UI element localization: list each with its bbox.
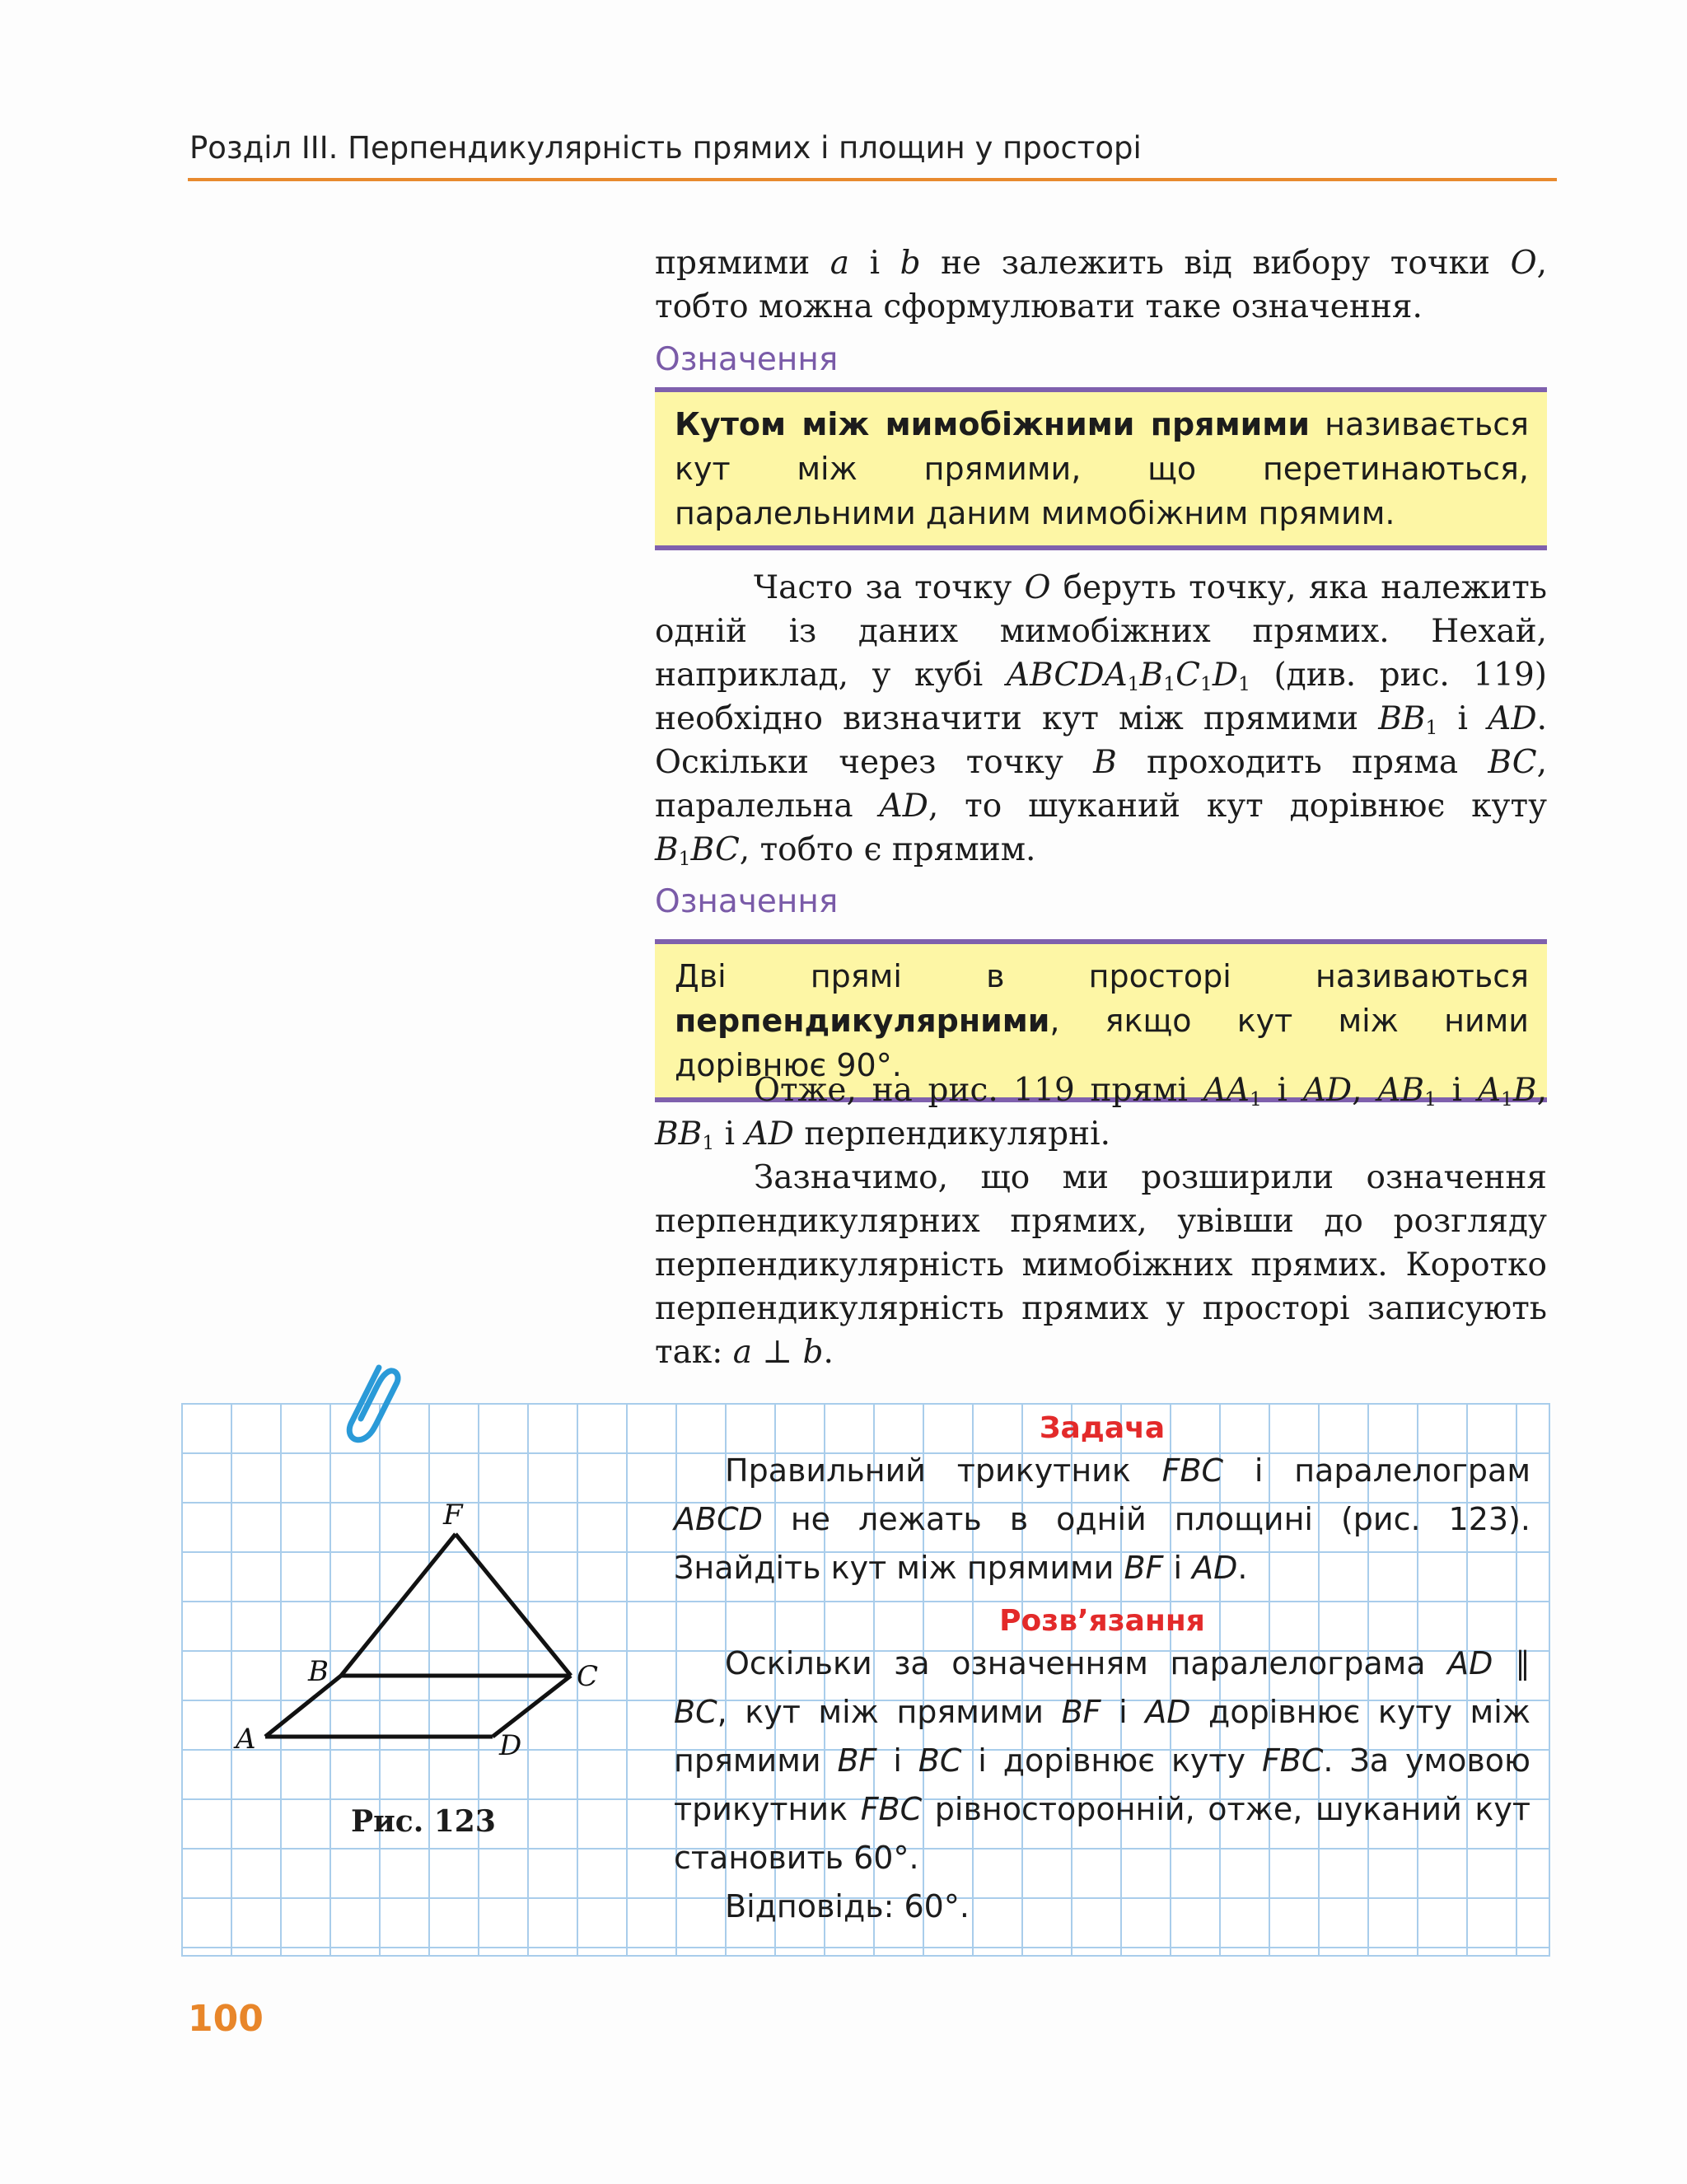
paragraph-perpendicular-lines: Отже, на рис. 119 прямі $AA_1$ і AD, $AB_1$ і $A_1B$, $BB_1$ і AD перпендикулярні.	[655, 1072, 1547, 1154]
label-d: D	[499, 1729, 522, 1762]
paragraph-extension: Зазначимо, що ми розширили означення перпендикулярних прямих, увівши до розгляду перпендикулярність мимобіжних прямих. Коротко перпендикулярність прямих у просторі записують так: a ⊥ b.	[655, 1159, 1547, 1371]
segment-ab	[265, 1676, 341, 1737]
label-f: F	[443, 1499, 463, 1532]
segment-dc	[493, 1676, 571, 1737]
page-number: 100	[188, 1998, 264, 2040]
intro-paragraph: прямими a і b не залежить від вибору точки O, тобто можна сформулювати таке означення.	[655, 245, 1547, 325]
segment-fc	[456, 1534, 571, 1676]
segment-bf	[341, 1534, 456, 1676]
task-block	[674, 1411, 1530, 1931]
label-b: B	[308, 1655, 329, 1688]
definition-box-2: Дві прямі в просторі називаються перпендикулярними, якщо кут між ними дорівнює 90°.	[655, 939, 1547, 1102]
figure-123	[231, 1491, 626, 1771]
figure-caption: Рис. 123	[351, 1804, 496, 1839]
header-divider	[188, 178, 1557, 181]
definition-title-1: Означення	[655, 341, 839, 378]
definition-box-1: Кутом між мимобіжними прямими називається кут між прямими, що перетинаються, паралельними даним мимобіжним прямим.	[655, 387, 1547, 550]
perpendicular-formula: a ⊥ b	[732, 1334, 824, 1371]
definition-title-2: Означення	[655, 883, 839, 920]
solution-title: Розв’язання	[999, 1604, 1205, 1638]
paperclip-icon	[328, 1351, 418, 1450]
task-title: Задача	[1039, 1411, 1166, 1445]
answer-line: Відповідь: 60°.	[725, 1888, 970, 1924]
triangle-fbc	[231, 1491, 341, 1534]
paragraph-cube-example: Часто за точку O беруть точку, яка належить одній із даних мимобіжних прямих. Нехай, наприклад, у кубі $ABCDA_1B_1C_1D_1$ (див. рис. 119) необхідно визначити кут між прямими $BB_1$ і AD. Оскільки через точку B проходить пряма BC, паралельна AD, то шуканий кут дорівнює куту $B_1BC$, тобто є прямим.	[655, 569, 1548, 870]
chapter-header: Розділ ІІІ. Перпендикулярність прямих і площин у просторі	[189, 130, 1142, 166]
label-c: C	[577, 1660, 599, 1693]
definition-term-1: Кутом між мимобіжними прямими	[675, 406, 1310, 442]
task-statement: Правильний трикутник FBC і паралелограм ABCD не лежать в одній площині (рис. 123). Знайдіть кут між прямими BF і AD.	[674, 1452, 1530, 1586]
solution-text: Оскільки за означенням паралелограма AD ∥ BC, кут між прямими BF і AD дорівнює куту між прямими BF і BC і дорівнює куту FBC. За умовою трикутник FBC рівносторонній, отже, шуканий кут становить 60°.	[674, 1645, 1531, 1876]
label-a: A	[236, 1723, 256, 1756]
definition-term-2: перпендикулярними	[675, 1003, 1050, 1039]
